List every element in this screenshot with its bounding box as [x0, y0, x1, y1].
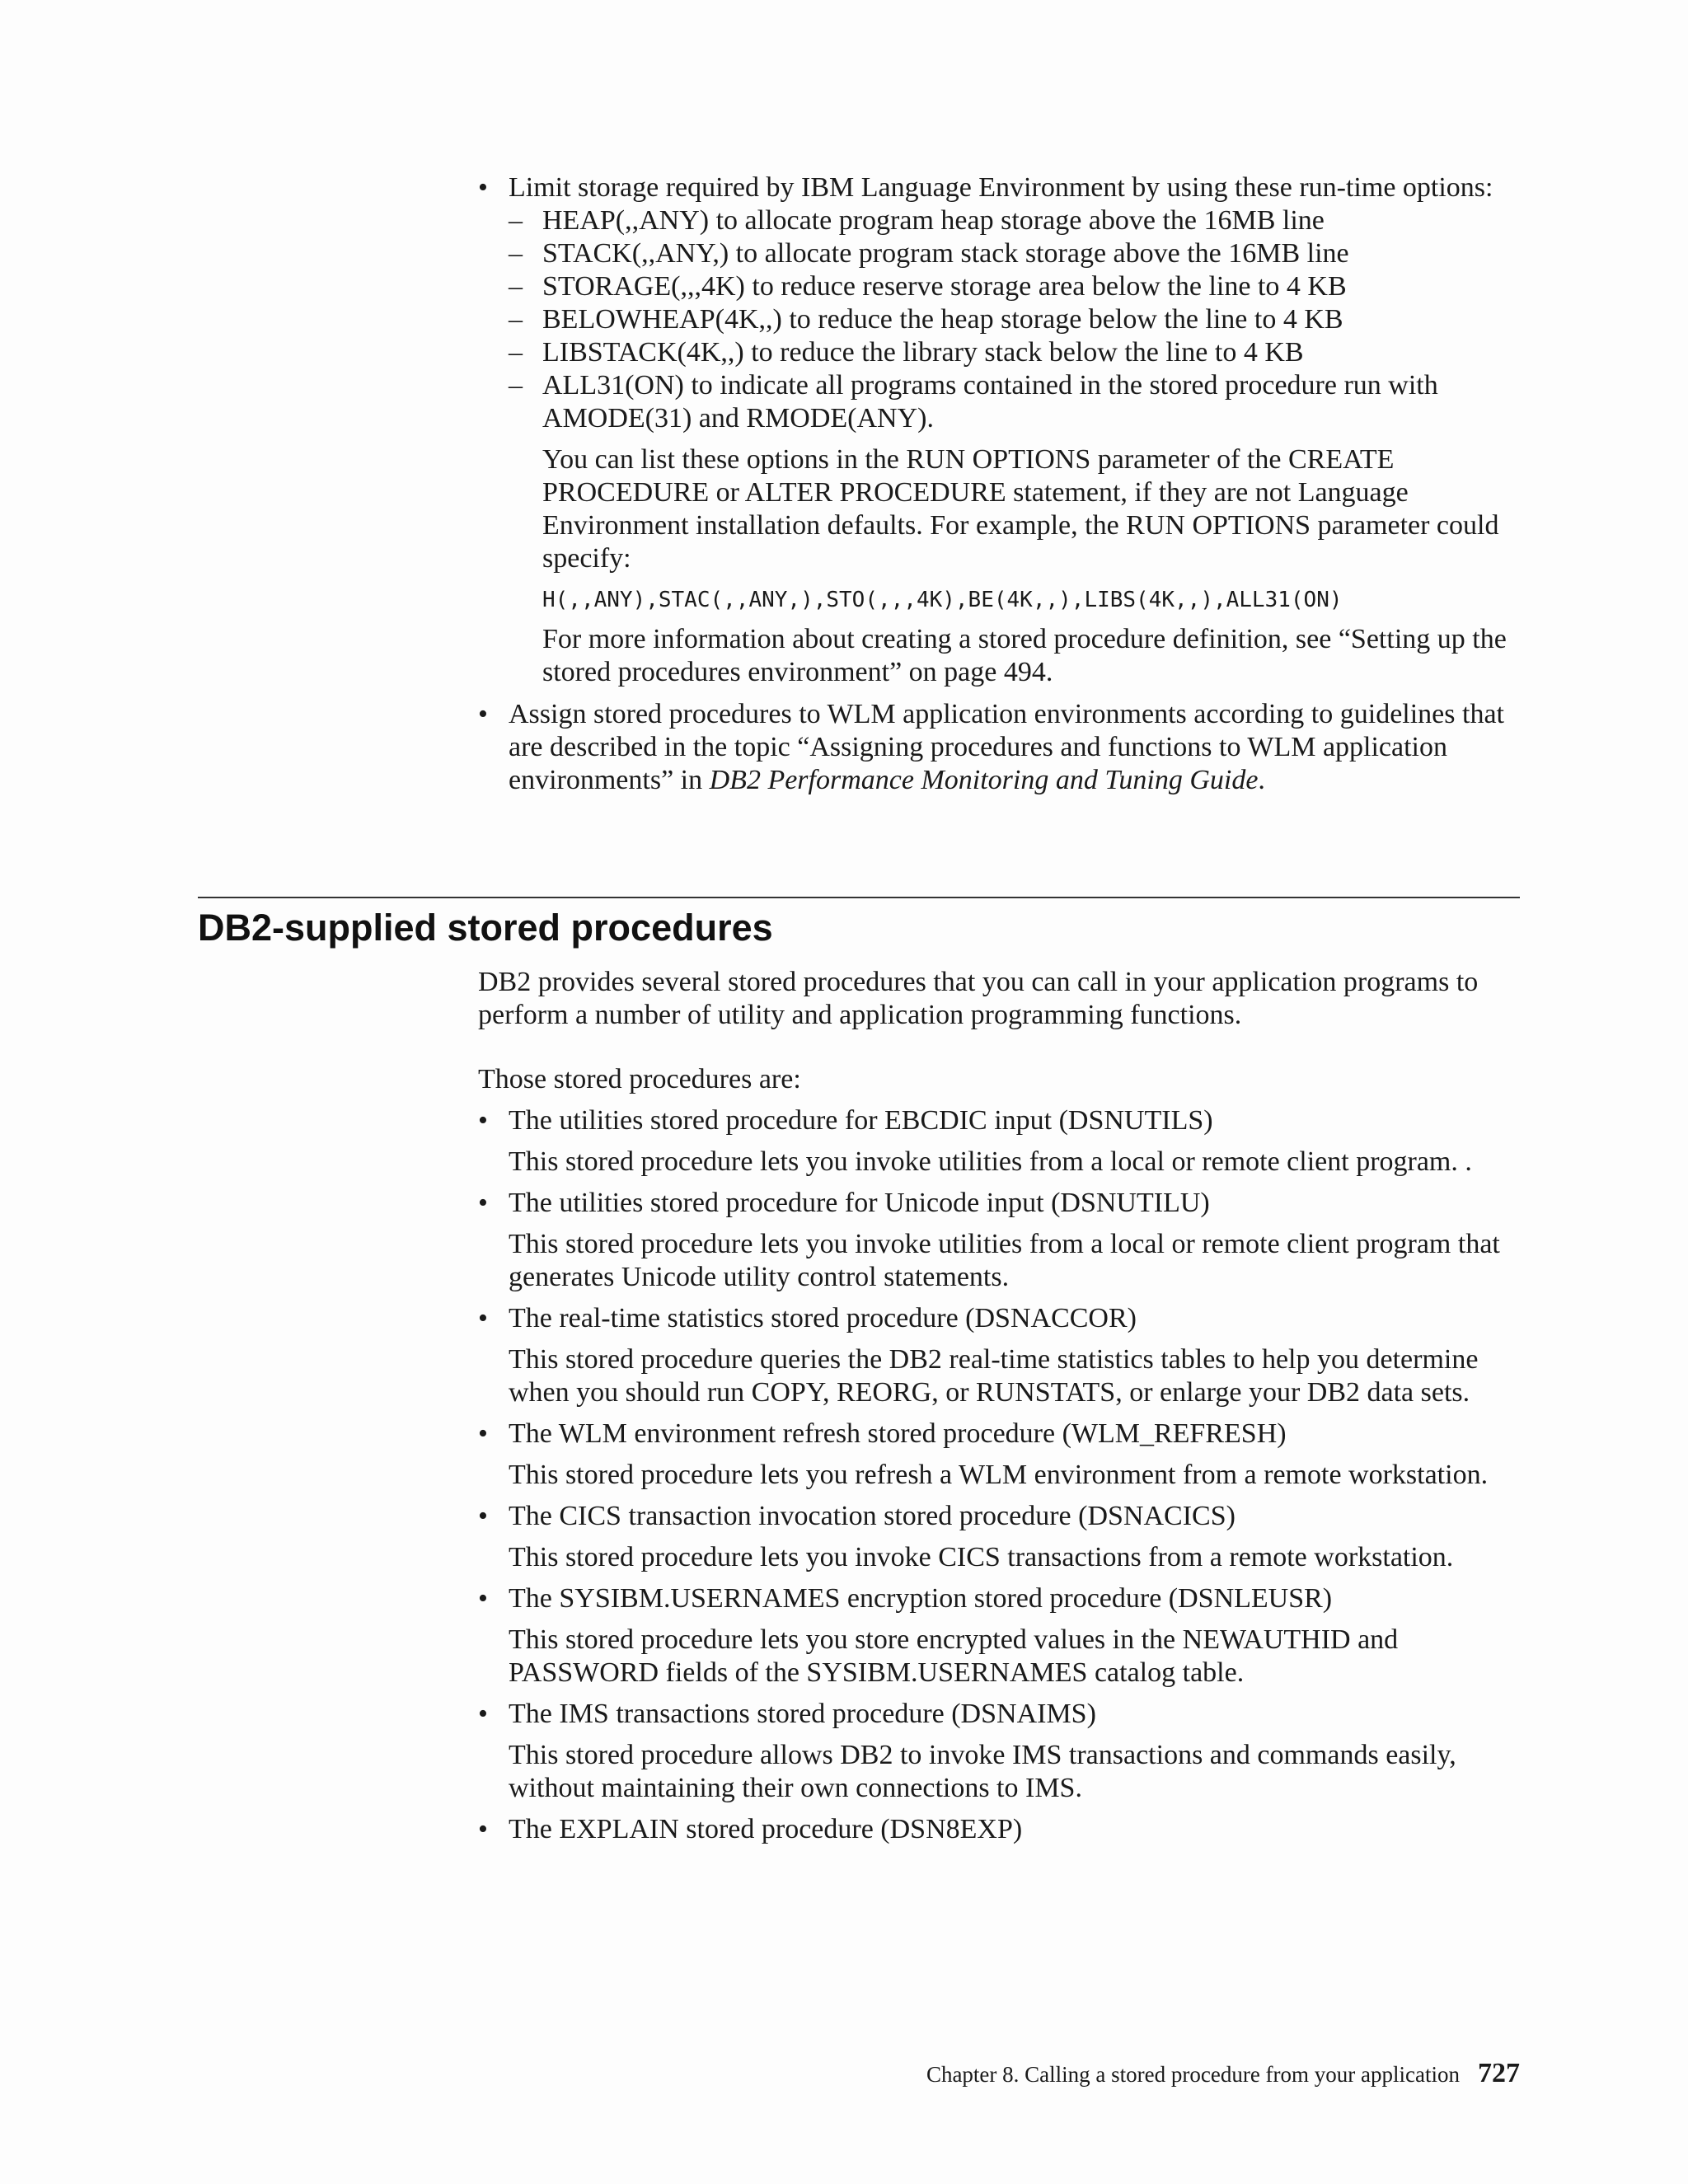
- procedure-title: • The EXPLAIN stored procedure (DSN8EXP): [478, 1813, 1520, 1846]
- procedure-description: This stored procedure lets you invoke utilities from a local or remote client program that generates Unicode utility control statements.: [509, 1229, 1500, 1292]
- procedure-description: This stored procedure lets you refresh a WLM environment from a remote workstation.: [509, 1460, 1489, 1490]
- chapter-title: Chapter 8. Calling a stored procedure from your application: [926, 2062, 1460, 2087]
- section-divider: [198, 897, 1520, 898]
- assign-bullet: [478, 698, 1520, 797]
- runtime-option: – HEAP(,,ANY) to allocate program heap storage above the 16MB line: [478, 204, 1520, 237]
- procedure-title: • The utilities stored procedure for Unicode input (DSNUTILU): [478, 1187, 1520, 1220]
- runtime-option: – LIBSTACK(4K,,) to reduce the library stack below the line to 4 KB: [478, 336, 1520, 369]
- procedure-description: This stored procedure lets you invoke CICS transactions from a remote workstation.: [509, 1542, 1454, 1572]
- runtime-options-list: [478, 204, 1520, 435]
- run-options-note: You can list these options in the RUN OPTIONS parameter of the CREATE PROCEDURE or ALTER PROCEDURE statement, if they are not Language Environment installation defaults. For example, the RUN OPTIONS parameter could specify:: [542, 444, 1499, 574]
- book-title: DB2 Performance Monitoring and Tuning Guide: [709, 765, 1259, 795]
- procedure-description: This stored procedure lets you store encrypted values in the NEWAUTHID and PASSWORD fields of the SYSIBM.USERNAMES catalog table.: [509, 1624, 1399, 1688]
- assign-bullet-text: Assign stored procedures to WLM application environments according to guidelines that are described in the topic “Assigning procedures and functions to WLM application environments” in: [509, 699, 1504, 795]
- procedure-title: • The real-time statistics stored procedure (DSNACCOR): [478, 1302, 1520, 1335]
- list-intro: Those stored procedures are:: [478, 1064, 801, 1094]
- procedure-description: This stored procedure allows DB2 to invoke IMS transactions and commands easily, without maintaining their own connections to IMS.: [509, 1740, 1456, 1803]
- page-footer: [926, 2057, 1520, 2091]
- procedure-title: • The SYSIBM.USERNAMES encryption stored procedure (DSNLEUSR): [478, 1582, 1520, 1615]
- runtime-option: – ALL31(ON) to indicate all programs contained in the stored procedure run with AMODE(31) and RMODE(ANY).: [478, 369, 1520, 435]
- procedure-title: • The utilities stored procedure for EBCDIC input (DSNUTILS): [478, 1104, 1520, 1137]
- procedure-title: • The IMS transactions stored procedure (DSNAIMS): [478, 1698, 1520, 1731]
- runtime-option: – STORAGE(,,,4K) to reduce reserve storage area below the line to 4 KB: [478, 270, 1520, 303]
- assign-bullet-end: .: [1258, 765, 1265, 795]
- runtime-option: – STACK(,,ANY,) to allocate program stack storage above the 16MB line: [478, 237, 1520, 270]
- top-section: [478, 171, 1520, 797]
- intro-paragraph: DB2 provides several stored procedures that you can call in your application programs to perform a number of utility and application programming functions.: [478, 967, 1479, 1030]
- runtime-option: – BELOWHEAP(4K,,) to reduce the heap storage below the line to 4 KB: [478, 303, 1520, 336]
- procedure-title: • The CICS transaction invocation stored procedure (DSNACICS): [478, 1500, 1520, 1533]
- procedure-description: This stored procedure lets you invoke utilities from a local or remote client program. .: [509, 1146, 1472, 1177]
- page-number: 727: [1478, 2058, 1520, 2088]
- run-options-example: H(,,ANY),STAC(,,ANY,),STO(,,,4K),BE(4K,,),LIBS(4K,,),ALL31(ON): [542, 588, 1343, 612]
- procedure-title: • The WLM environment refresh stored procedure (WLM_REFRESH): [478, 1418, 1520, 1451]
- procedure-description: This stored procedure queries the DB2 real-time statistics tables to help you determine when you should run COPY, REORG, or RUNSTATS, or enlarge your DB2 data sets.: [509, 1344, 1479, 1408]
- section-heading: DB2-supplied stored procedures: [198, 907, 773, 949]
- more-info-note: For more information about creating a stored procedure definition, see “Setting up the stored procedures environment” on page 494.: [542, 624, 1507, 687]
- main-section: [478, 966, 1520, 1846]
- limit-storage-bullet: • Limit storage required by IBM Language Environment by using these run-time options:: [478, 171, 1520, 204]
